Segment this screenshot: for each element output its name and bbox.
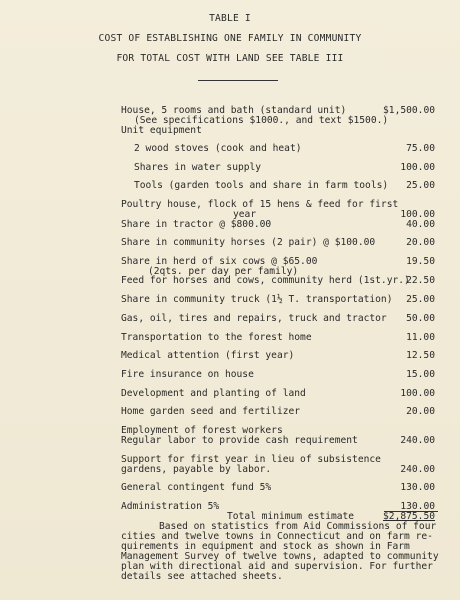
row-amount: 22.50 — [406, 275, 435, 286]
row-text: Tools (garden tools and share in farm tools) — [134, 180, 389, 191]
row-text: General contingent fund 5% — [121, 482, 272, 493]
table-title: COST OF ESTABLISHING ONE FAMILY IN COMMUNITY — [98, 33, 362, 44]
row-amount: 12.50 — [406, 350, 435, 361]
row-amount: 20.00 — [406, 406, 435, 417]
row-text: Support for first year in lieu of subsistence — [121, 454, 381, 465]
row-text: Shares in water supply — [134, 162, 262, 173]
table-subtitle: FOR TOTAL COST WITH LAND SEE TABLE III — [116, 53, 344, 64]
row-amount: 11.00 — [406, 332, 435, 343]
row-text: (See specifications $1000., and text $1500.) — [134, 115, 389, 126]
total-label: Total minimum estimate — [227, 511, 355, 522]
row-text: Medical attention (first year) — [121, 350, 295, 361]
header-rule — [198, 80, 278, 81]
footnote-line: details see attached sheets. — [121, 571, 283, 582]
row-text: Unit equipment — [121, 125, 202, 136]
row-text: Administration 5% — [121, 501, 220, 512]
row-amount: 100.00 — [400, 209, 435, 220]
row-amount: 100.00 — [400, 162, 435, 173]
row-amount: 15.00 — [406, 369, 435, 380]
row-text: Share in community truck (1½ T. transportation) — [121, 294, 393, 305]
row-amount: 240.00 — [400, 464, 435, 475]
row-amount: 240.00 — [400, 435, 435, 446]
row-amount: 50.00 — [406, 313, 435, 324]
footnote-line: quirements in equipment and stock as shown in Farm — [121, 541, 410, 552]
footnote-line: plan with directional aid and supervision. For further — [121, 561, 433, 572]
row-amount: 20.00 — [406, 237, 435, 248]
row-text: House, 5 rooms and bath (standard unit) — [121, 105, 347, 116]
row-text: Transportation to the forest home — [121, 332, 312, 343]
footnote-line: Based on statistics from Aid Commissions of four — [159, 521, 437, 532]
row-amount: 40.00 — [406, 219, 435, 230]
row-text: Share in herd of six cows @ $65.00 — [121, 256, 318, 267]
row-text: year — [233, 209, 257, 220]
row-amount: 75.00 — [406, 143, 435, 154]
row-text: Regular labor to provide cash requirement — [121, 435, 358, 446]
row-amount: 25.00 — [406, 180, 435, 191]
row-text: 2 wood stoves (cook and heat) — [134, 143, 302, 154]
row-text: Fire insurance on house — [121, 369, 254, 380]
row-text: Employment of forest workers — [121, 425, 283, 436]
row-text: (2qts. per day per family) — [148, 266, 299, 277]
row-amount: $1,500.00 — [383, 105, 435, 116]
row-amount: 130.00 — [400, 501, 435, 512]
row-amount: 100.00 — [400, 388, 435, 399]
row-amount: 19.50 — [406, 256, 435, 267]
total-amount: $2,875.50 — [383, 511, 435, 522]
row-amount: 130.00 — [400, 482, 435, 493]
row-text: Development and planting of land — [121, 388, 306, 399]
row-text: gardens, payable by labor. — [121, 464, 272, 475]
footnote-line: cities and twelve towns in Connecticut and on farm re- — [121, 531, 433, 542]
row-text: Share in tractor @ $800.00 — [121, 219, 272, 230]
row-text: Share in community horses (2 pair) @ $100.00 — [121, 237, 376, 248]
row-text: Poultry house, flock of 15 hens & feed for first — [121, 199, 399, 210]
row-amount: 25.00 — [406, 294, 435, 305]
row-text: Feed for horses and cows, community herd (1st.yr.) — [121, 275, 410, 286]
row-text: Home garden seed and fertilizer — [121, 406, 301, 417]
footnote-line: Management Survey of twelve towns, adapted to community — [121, 551, 439, 562]
table-number: TABLE I — [209, 13, 251, 24]
row-text: Gas, oil, tires and repairs, truck and tractor — [121, 313, 387, 324]
